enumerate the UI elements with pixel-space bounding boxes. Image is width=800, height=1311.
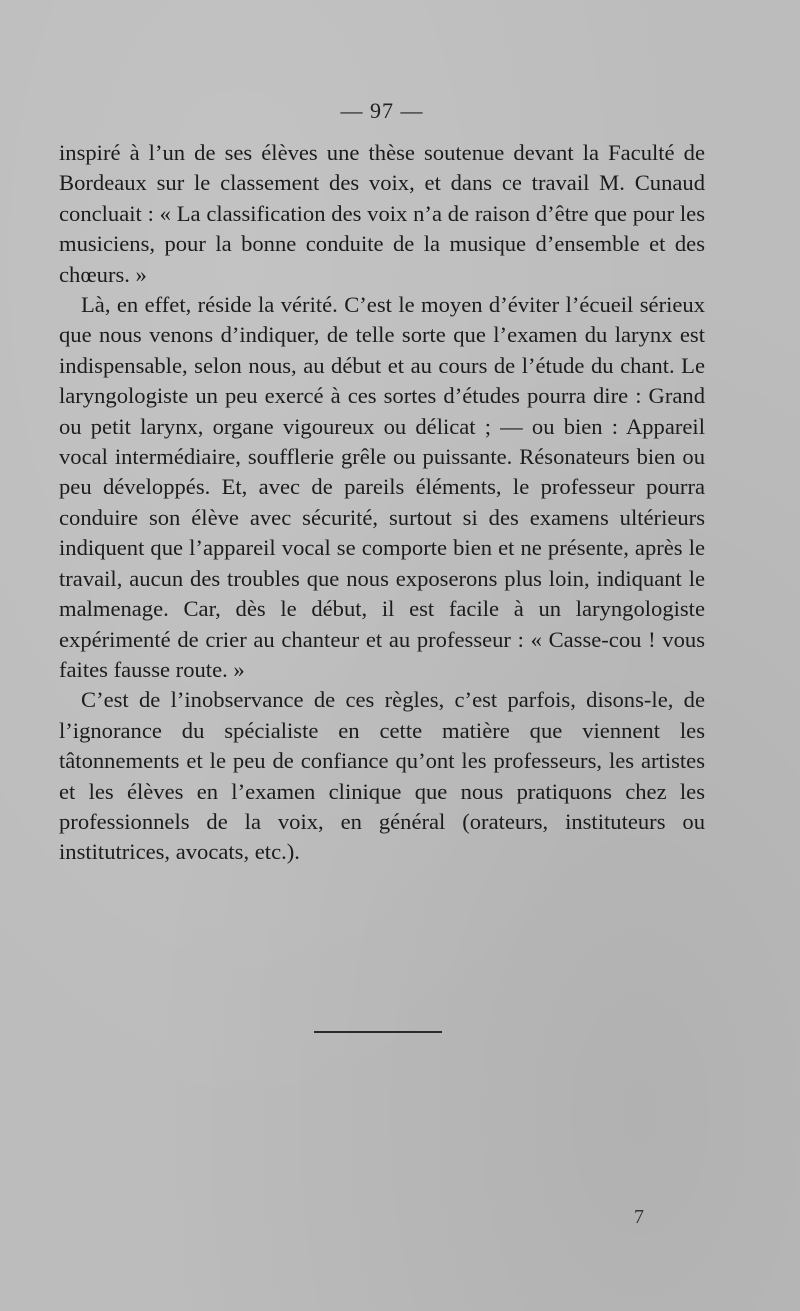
signature-mark: 7 — [634, 1206, 644, 1228]
paragraph-2: Là, en effet, réside la vérité. C’est le moyen d’éviter l’écueil sérieux que nous venons d’indiquer, de telle sorte que l’examen du larynx est indispensable, selon nous, au début et au cours de l’étude du chant. Le laryngologiste un peu exercé à ces sortes d’études pourra dire : Grand ou petit larynx, organe vigoureux ou délicat ; — ou bien : Appareil vocal intermédiaire, soufflerie grêle ou puissante. Résonateurs bien ou peu développés. Et, avec de pareils éléments, le professeur pourra conduire son élève avec sécurité, surtout si des examens ultérieurs indiquent que l’appareil vocal se comporte bien et ne présente, après le travail, aucun des troubles que nous exposerons plus loin, indiquant le malmenage. Car, dès le début, il est facile à un laryngologiste expérimenté de crier au chanteur et au professeur : « Casse-cou ! vous faites fausse route. » — [59, 292, 705, 682]
body-text — [59, 138, 705, 868]
paragraph-3: C’est de l’inobservance de ces règles, c’est parfois, disons-le, de l’ignorance du spécialiste en cette matière que viennent les tâtonnements et le peu de confiance qu’ont les professeurs, les artistes et les élèves en l’examen clinique que nous pratiquons chez les professionnels de la voix, en général (orateurs, instituteurs ou institutrices, avocats, etc.). — [59, 687, 705, 865]
section-end-rule — [314, 1031, 442, 1033]
paragraph-1: inspiré à l’un de ses élèves une thèse soutenue devant la Faculté de Bordeaux sur le classement des voix, et dans ce travail M. Cunaud concluait : « La classification des voix n’a de raison d’être que pour les musiciens, pour la bonne conduite de la musique d’ensemble et des chœurs. » — [59, 140, 705, 287]
page-number: — 97 — — [340, 98, 424, 123]
